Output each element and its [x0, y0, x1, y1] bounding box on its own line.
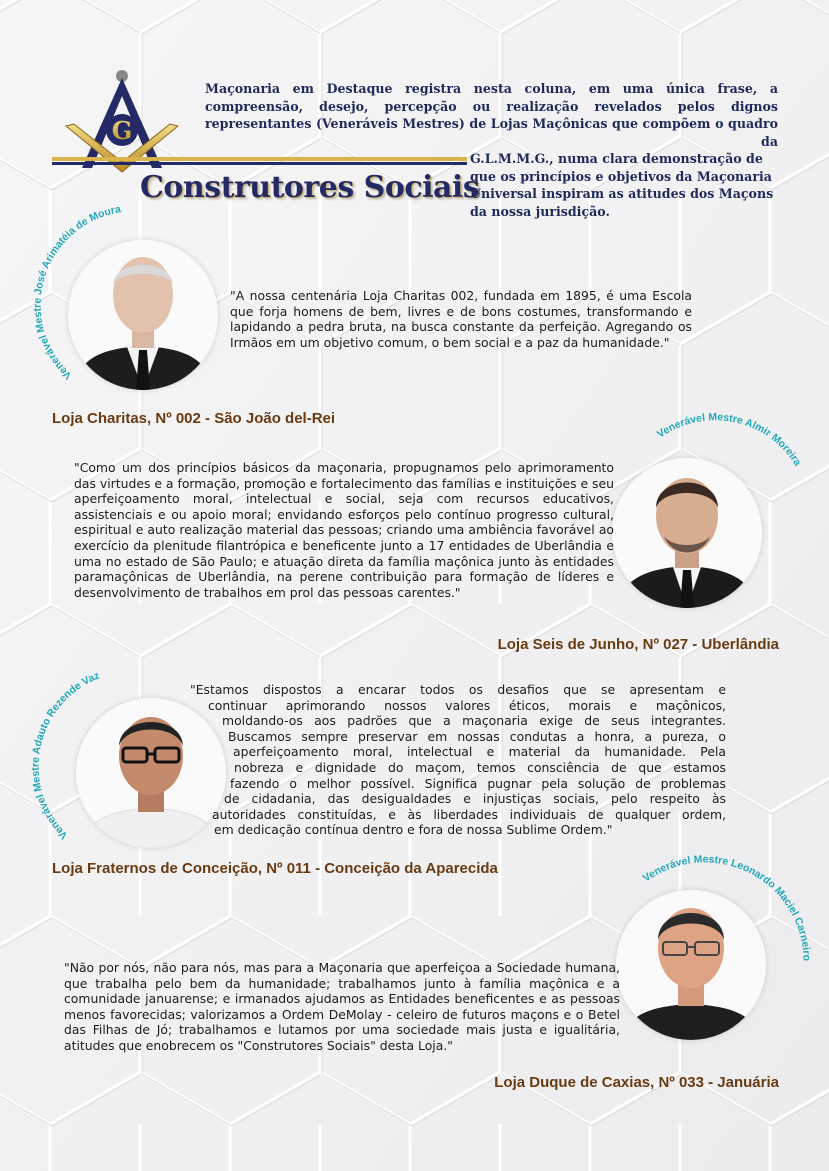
master-name-1: Venerável Mestre José Arimatéia de Moura: [31, 203, 122, 382]
quote-3-line: moldando-os aos padrões que a maçonaria exige de seus integrantes.: [222, 713, 726, 729]
quote-3: [190, 682, 726, 838]
quote-3-line: "Estamos dispostos a encarar todos os desafios que se apresentam e: [190, 682, 726, 697]
portrait-1: [68, 240, 218, 390]
lodge-name-1: Loja Charitas, Nº 002 - São João del-Rei: [52, 410, 336, 427]
master-name-2: Venerável Mestre Almir Moreira: [654, 411, 804, 469]
lodge-name-4: Loja Duque de Caxias, Nº 033 - Januária: [494, 1074, 779, 1091]
intro-paragraph: [205, 80, 778, 220]
intro-tail: G.L.M.M.G., numa clara demonstração de que os princípios e objetivos da Maçonaria Universal inspiram as atitudes dos Maçons da nossa jurisdição.: [470, 151, 774, 219]
lodge-name-3: Loja Fraternos de Conceição, Nº 011 - Conceição da Aparecida: [52, 860, 498, 877]
quote-3-line: fazendo o melhor possível. Significa pugnar pela solução de problemas: [230, 775, 726, 791]
intro-main: Maçonaria em Destaque registra nesta coluna, em uma única frase, a compreensão, desejo, percepção ou realização revelados pelos dignos representantes (Veneráveis Mestres) de Lojas Maçônicas que compõem o quadro da: [205, 81, 778, 149]
quote-3-line: em dedicação contínua dentro e fora de nossa Sublime Ordem.": [214, 822, 613, 838]
master-name-3: Venerável Mestre Adauto Rezende Vaz: [29, 669, 102, 842]
quote-1: "A nossa centenária Loja Charitas 002, fundada em 1895, é uma Escola que forja homens de bem, livres e de bons costumes, transformando e lapidando a pedra bruta, na busca constante da perfeição. Agregando os Irmãos em um objetivo comum, o bem social e a paz da humanidade.": [230, 288, 692, 350]
logo-letter: G: [111, 116, 133, 145]
quote-2: "Como um dos princípios básicos da maçonaria, propugnamos pelo aprimoramento das virtudes e a formação, promoção e fortalecimento das famílias e instituições e seu aperfeiçoamento moral, intelectual e social, seja com recursos educativos, assistenciais e ou apoio moral; envidando esforços pelo contínuo progresso cultural, espiritual e auto realização material das pessoas; criando uma ambiência favorável ao exercício da plenitude filantrópica e beneficente junto a 17 entidades de Uberlândia e uma no estado de São Paulo; e atuação direta da família maçônica junto às entidades paramaçônicas de Uberlândia, na perene contribuição para formação de líderes e desenvolvimento de trabalhos em prol das pessoas carentes.": [74, 460, 614, 600]
lodge-name-2: Loja Seis de Junho, Nº 027 - Uberlândia: [497, 636, 779, 653]
quote-3-line: aperfeiçoamento moral, intelectual e material da humanidade. Pela: [233, 744, 726, 760]
portrait-4: [616, 890, 766, 1040]
quote-3-line: de cidadania, das desigualdades e injustiças sociais, pelo respeito às: [224, 791, 726, 807]
quote-3-line: continuar aprimorando nossos valores éticos, morais e maçônicos,: [208, 697, 726, 713]
quote-3-line: nobreza e dignidade do maçom, temos consciência de que estamos: [234, 759, 726, 775]
master-name-4: Venerável Mestre Leonardo Maciel Carneiro: [640, 853, 813, 962]
quote-4: "Não por nós, não para nós, mas para a Maçonaria que aperfeiçoa a Sociedade humana, que trabalha pelo bem da humanidade; trabalhamos junto à família maçônica e a comunidade januarense; e irmanados ajudamos as Entidades beneficentes e as pessoas menos favorecidas; valorizamos a Ordem DeMolay - celeiro de futuros maçons e o Betel das Filhas de Jó; trabalhamos e lutamos por uma sociedade mais justa e igualitária, atitudes que enobrecem os "Construtores Sociais" desta Loja.": [64, 960, 620, 1053]
page-title: Construtores Sociais: [140, 170, 480, 205]
quote-3-line: autoridades constituídas, e às liberdades individuais de qualquer ordem,: [212, 806, 726, 822]
quote-3-line: Buscamos sempre preservar em nossas condutas a honra, a pureza, o: [228, 728, 726, 744]
portrait-2: [612, 458, 762, 608]
